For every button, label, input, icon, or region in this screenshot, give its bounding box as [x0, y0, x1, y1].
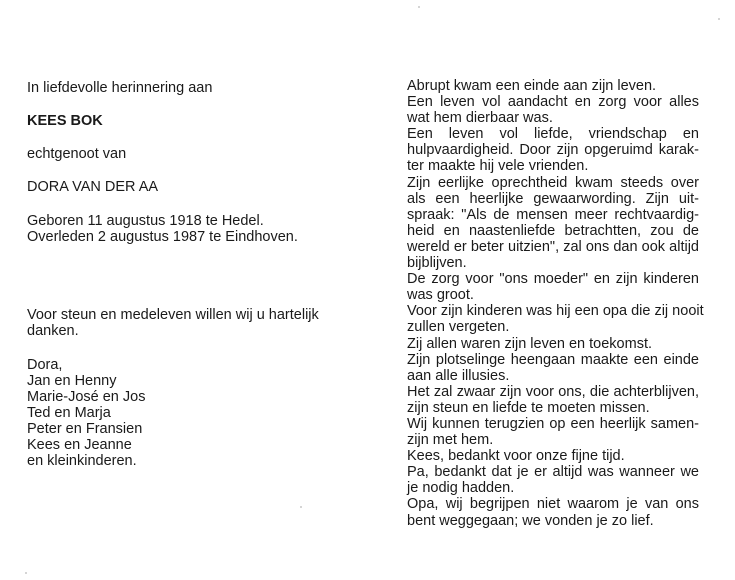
poem-line: Een leven vol aandacht en zorg voor alles: [407, 94, 699, 111]
poem-line: wereld er beter uitzien", zal ons dan ook altijd: [407, 238, 699, 255]
poem-line: als een heerlijke gewaarwording. Zijn uit-: [407, 190, 699, 207]
poem-line: Het zal zwaar zijn voor ons, die achterblijven,: [407, 383, 699, 400]
family-member: Jan en Henny: [27, 373, 117, 389]
right-column: [407, 78, 704, 529]
thanks-line: danken.: [27, 323, 79, 339]
poem-line: De zorg voor "ons moeder" en zijn kinderen: [407, 271, 699, 288]
poem-line: heid en naastenliefde betrachtten, zou de: [407, 222, 699, 239]
poem-line: Een leven vol liefde, vriendschap en: [407, 126, 699, 143]
intro-text: In liefdevolle herinnering aan: [27, 80, 213, 96]
birth-line: Geboren 11 augustus 1918 te Hedel.: [27, 213, 264, 229]
thanks-line: Voor steun en medeleven willen wij u hartelijk: [27, 307, 319, 323]
deceased-name: KEES BOK: [27, 113, 103, 129]
poem-line: Kees, bedankt voor onze fijne tijd.: [407, 448, 625, 465]
poem-line: zullen vergeten.: [407, 319, 510, 336]
poem-line: Zijn eerlijke oprechtheid kwam steeds over: [407, 174, 699, 191]
family-member: en kleinkinderen.: [27, 453, 137, 469]
family-member: Marie-José en Jos: [27, 389, 146, 405]
family-member: Peter en Fransien: [27, 421, 143, 437]
poem-line: Abrupt kwam een einde aan zijn leven.: [407, 78, 657, 94]
poem-line: Zij allen waren zijn leven en toekomst.: [407, 335, 653, 352]
poem-line: wat hem dierbaar was.: [407, 110, 553, 127]
poem-line: bijblijven.: [407, 255, 467, 272]
paper-speck: [418, 6, 420, 8]
poem-line: spraak: "Als de mensen meer rechtvaardig-: [407, 206, 699, 223]
poem-line: Opa, wij begrijpen niet waarom je van ons: [407, 496, 699, 513]
poem-line: bent weggegaan; we vonden je zo lief.: [407, 512, 654, 529]
poem-line: was groot.: [407, 287, 474, 304]
poem-line: hulpvaardigheid. Door zijn opgeruimd karak-: [407, 142, 699, 159]
poem-line: Wij kunnen terugzien op een heerlijk samen-: [407, 415, 699, 432]
poem-line: aan alle illusies.: [407, 367, 510, 384]
paper-speck: [718, 18, 720, 20]
thanks-block: [27, 307, 357, 339]
spouse-name: DORA VAN DER AA: [27, 179, 159, 195]
poem-line: zijn met hem.: [407, 432, 494, 449]
left-column: [27, 80, 357, 469]
poem-line: zijn steun en liefde te moeten missen.: [407, 399, 650, 416]
paper-speck: [300, 506, 302, 508]
death-line: Overleden 2 augustus 1987 te Eindhoven.: [27, 229, 298, 245]
poem-line: je nodig hadden.: [407, 480, 515, 497]
poem-line: ter maakte hij vele vrienden.: [407, 158, 589, 175]
poem-line: Zijn plotselinge heengaan maakte een einde: [407, 351, 699, 368]
family-member: Ted en Marja: [27, 405, 111, 421]
poem-line: Voor zijn kinderen was hij een opa die zij nooit: [407, 303, 704, 320]
family-member: Dora,: [27, 357, 63, 373]
poem-line: Pa, bedankt dat je er altijd was wanneer we: [407, 464, 699, 481]
family-list: [27, 357, 357, 469]
paper-speck: [25, 572, 27, 574]
relation-text: echtgenoot van: [27, 146, 127, 162]
family-member: Kees en Jeanne: [27, 437, 132, 453]
